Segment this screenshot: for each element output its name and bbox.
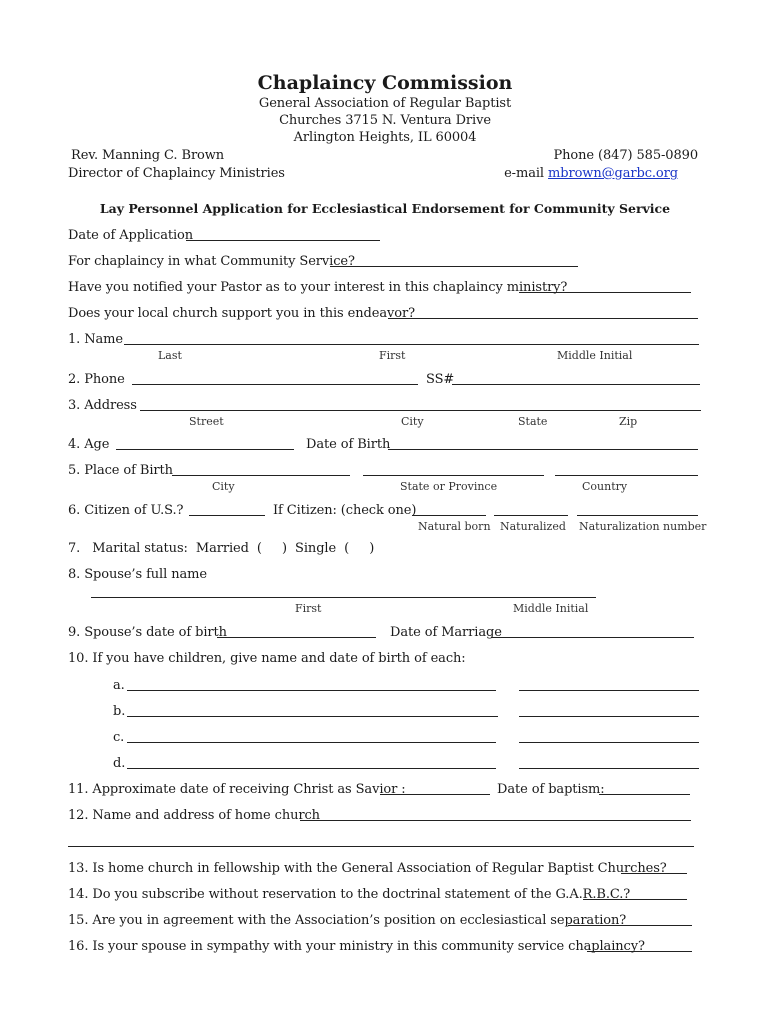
- marital-status-label: 7. Marital status: Married ( ) Single ( ): [68, 541, 375, 556]
- salvation-date-field[interactable]: [380, 794, 490, 795]
- chaplaincy-service-field[interactable]: [330, 266, 578, 267]
- separation-field[interactable]: [568, 925, 692, 926]
- spouse-sympathy-label: 16. Is your spouse in sympathy with your ministry in this community service chaplaincy?: [68, 939, 645, 954]
- address-zip-caption: Zip: [619, 415, 638, 428]
- name-first-caption: First: [379, 349, 406, 362]
- spouse-first-caption: First: [295, 602, 322, 615]
- place-of-birth-label: 5. Place of Birth: [68, 463, 173, 478]
- ssn-field[interactable]: [452, 384, 700, 385]
- date-of-application-field[interactable]: [186, 240, 380, 241]
- doctrinal-statement-field[interactable]: [583, 899, 687, 900]
- age-label: 4. Age: [68, 437, 110, 452]
- notified-pastor-field[interactable]: [519, 292, 691, 293]
- child-c-name-field[interactable]: [127, 742, 496, 743]
- birth-country-field[interactable]: [555, 475, 698, 476]
- chaplaincy-service-label: For chaplaincy in what Community Service?: [68, 254, 355, 269]
- name-middle-caption: Middle Initial: [557, 349, 633, 362]
- contact-name: Rev. Manning C. Brown: [71, 148, 225, 163]
- birth-state-caption: State or Province: [400, 480, 498, 493]
- spouse-dob-field[interactable]: [217, 637, 376, 638]
- child-a-name-field[interactable]: [127, 690, 496, 691]
- home-church-field[interactable]: [300, 820, 691, 821]
- contact-email-line: [504, 166, 678, 181]
- page-title: Chaplaincy Commission: [257, 72, 513, 94]
- child-a-dob-field[interactable]: [519, 690, 699, 691]
- naturalized-caption: Naturalized: [500, 520, 566, 533]
- children-label: 10. If you have children, give name and date of birth of each:: [68, 651, 466, 666]
- church-support-label: Does your local church support you in this endeavor?: [68, 306, 415, 321]
- spouse-sympathy-field[interactable]: [587, 951, 692, 952]
- salvation-date-label: 11. Approximate date of receiving Christ as Savior :: [68, 782, 406, 797]
- birth-city-caption: City: [212, 480, 235, 493]
- dob-label: Date of Birth: [306, 437, 391, 452]
- org-address-line: Churches 3715 N. Ventura Drive: [279, 113, 491, 128]
- child-d-name-field[interactable]: [127, 768, 496, 769]
- citizen-field[interactable]: [189, 515, 265, 516]
- name-label: 1. Name: [68, 332, 123, 347]
- child-d-dob-field[interactable]: [519, 768, 699, 769]
- phone-label: 2. Phone: [68, 372, 125, 387]
- baptism-date-field[interactable]: [599, 794, 690, 795]
- home-church-label: 12. Name and address of home church: [68, 808, 320, 823]
- child-b-dob-field[interactable]: [519, 716, 699, 717]
- fellowship-field[interactable]: [621, 873, 687, 874]
- if-citizen-label: If Citizen: (check one): [273, 503, 417, 518]
- birth-state-field[interactable]: [363, 475, 544, 476]
- date-of-marriage-field[interactable]: [491, 637, 694, 638]
- child-b-name-field[interactable]: [127, 716, 498, 717]
- naturalization-number-caption: Naturalization number: [579, 520, 707, 533]
- email-link[interactable]: mbrown@garbc.org: [548, 166, 678, 181]
- home-church-address-field[interactable]: [68, 846, 694, 847]
- date-of-application-label: Date of Application: [68, 228, 194, 243]
- date-of-marriage-label: Date of Marriage: [390, 625, 502, 640]
- contact-role: Director of Chaplaincy Ministries: [68, 166, 285, 181]
- natural-born-field[interactable]: [412, 515, 486, 516]
- age-field[interactable]: [116, 449, 294, 450]
- phone-field[interactable]: [132, 384, 418, 385]
- ssn-label: SS#: [426, 372, 455, 387]
- spouse-name-field[interactable]: [91, 597, 596, 598]
- org-name-line: General Association of Regular Baptist: [258, 96, 512, 111]
- church-support-field[interactable]: [388, 318, 698, 319]
- email-label: e-mail: [504, 166, 549, 181]
- child-d-label: d.: [113, 756, 126, 771]
- child-c-dob-field[interactable]: [519, 742, 699, 743]
- name-last-caption: Last: [158, 349, 182, 362]
- form-subtitle: Lay Personnel Application for Ecclesiastical Endorsement for Community Service: [99, 201, 671, 216]
- child-b-label: b.: [113, 704, 126, 719]
- dob-field[interactable]: [388, 449, 698, 450]
- natural-born-caption: Natural born: [418, 520, 491, 533]
- child-a-label: a.: [113, 678, 125, 693]
- address-field[interactable]: [140, 410, 701, 411]
- child-c-label: c.: [113, 730, 125, 745]
- name-field[interactable]: [124, 344, 699, 345]
- address-city-caption: City: [401, 415, 424, 428]
- baptism-date-label: Date of baptism:: [497, 782, 605, 797]
- doctrinal-statement-label: 14. Do you subscribe without reservation to the doctrinal statement of the G.A.R.B.C.?: [68, 887, 631, 902]
- spouse-middle-caption: Middle Initial: [513, 602, 589, 615]
- spouse-dob-label: 9. Spouse’s date of birth: [68, 625, 227, 640]
- notified-pastor-label: Have you notified your Pastor as to your interest in this chaplaincy ministry?: [68, 280, 568, 295]
- org-city-line: Arlington Heights, IL 60004: [293, 130, 477, 145]
- address-label: 3. Address: [68, 398, 137, 413]
- naturalized-field[interactable]: [494, 515, 568, 516]
- contact-phone: Phone (847) 585-0890: [553, 148, 698, 163]
- birth-city-field[interactable]: [172, 475, 350, 476]
- address-street-caption: Street: [189, 415, 224, 428]
- birth-country-caption: Country: [582, 480, 628, 493]
- spouse-name-label: 8. Spouse’s full name: [68, 567, 207, 582]
- citizen-label: 6. Citizen of U.S.?: [68, 503, 184, 518]
- naturalization-number-field[interactable]: [577, 515, 698, 516]
- address-state-caption: State: [518, 415, 548, 428]
- separation-label: 15. Are you in agreement with the Association’s position on ecclesiastical separation?: [68, 913, 627, 928]
- fellowship-label: 13. Is home church in fellowship with the General Association of Regular Baptist Churches?: [68, 861, 667, 876]
